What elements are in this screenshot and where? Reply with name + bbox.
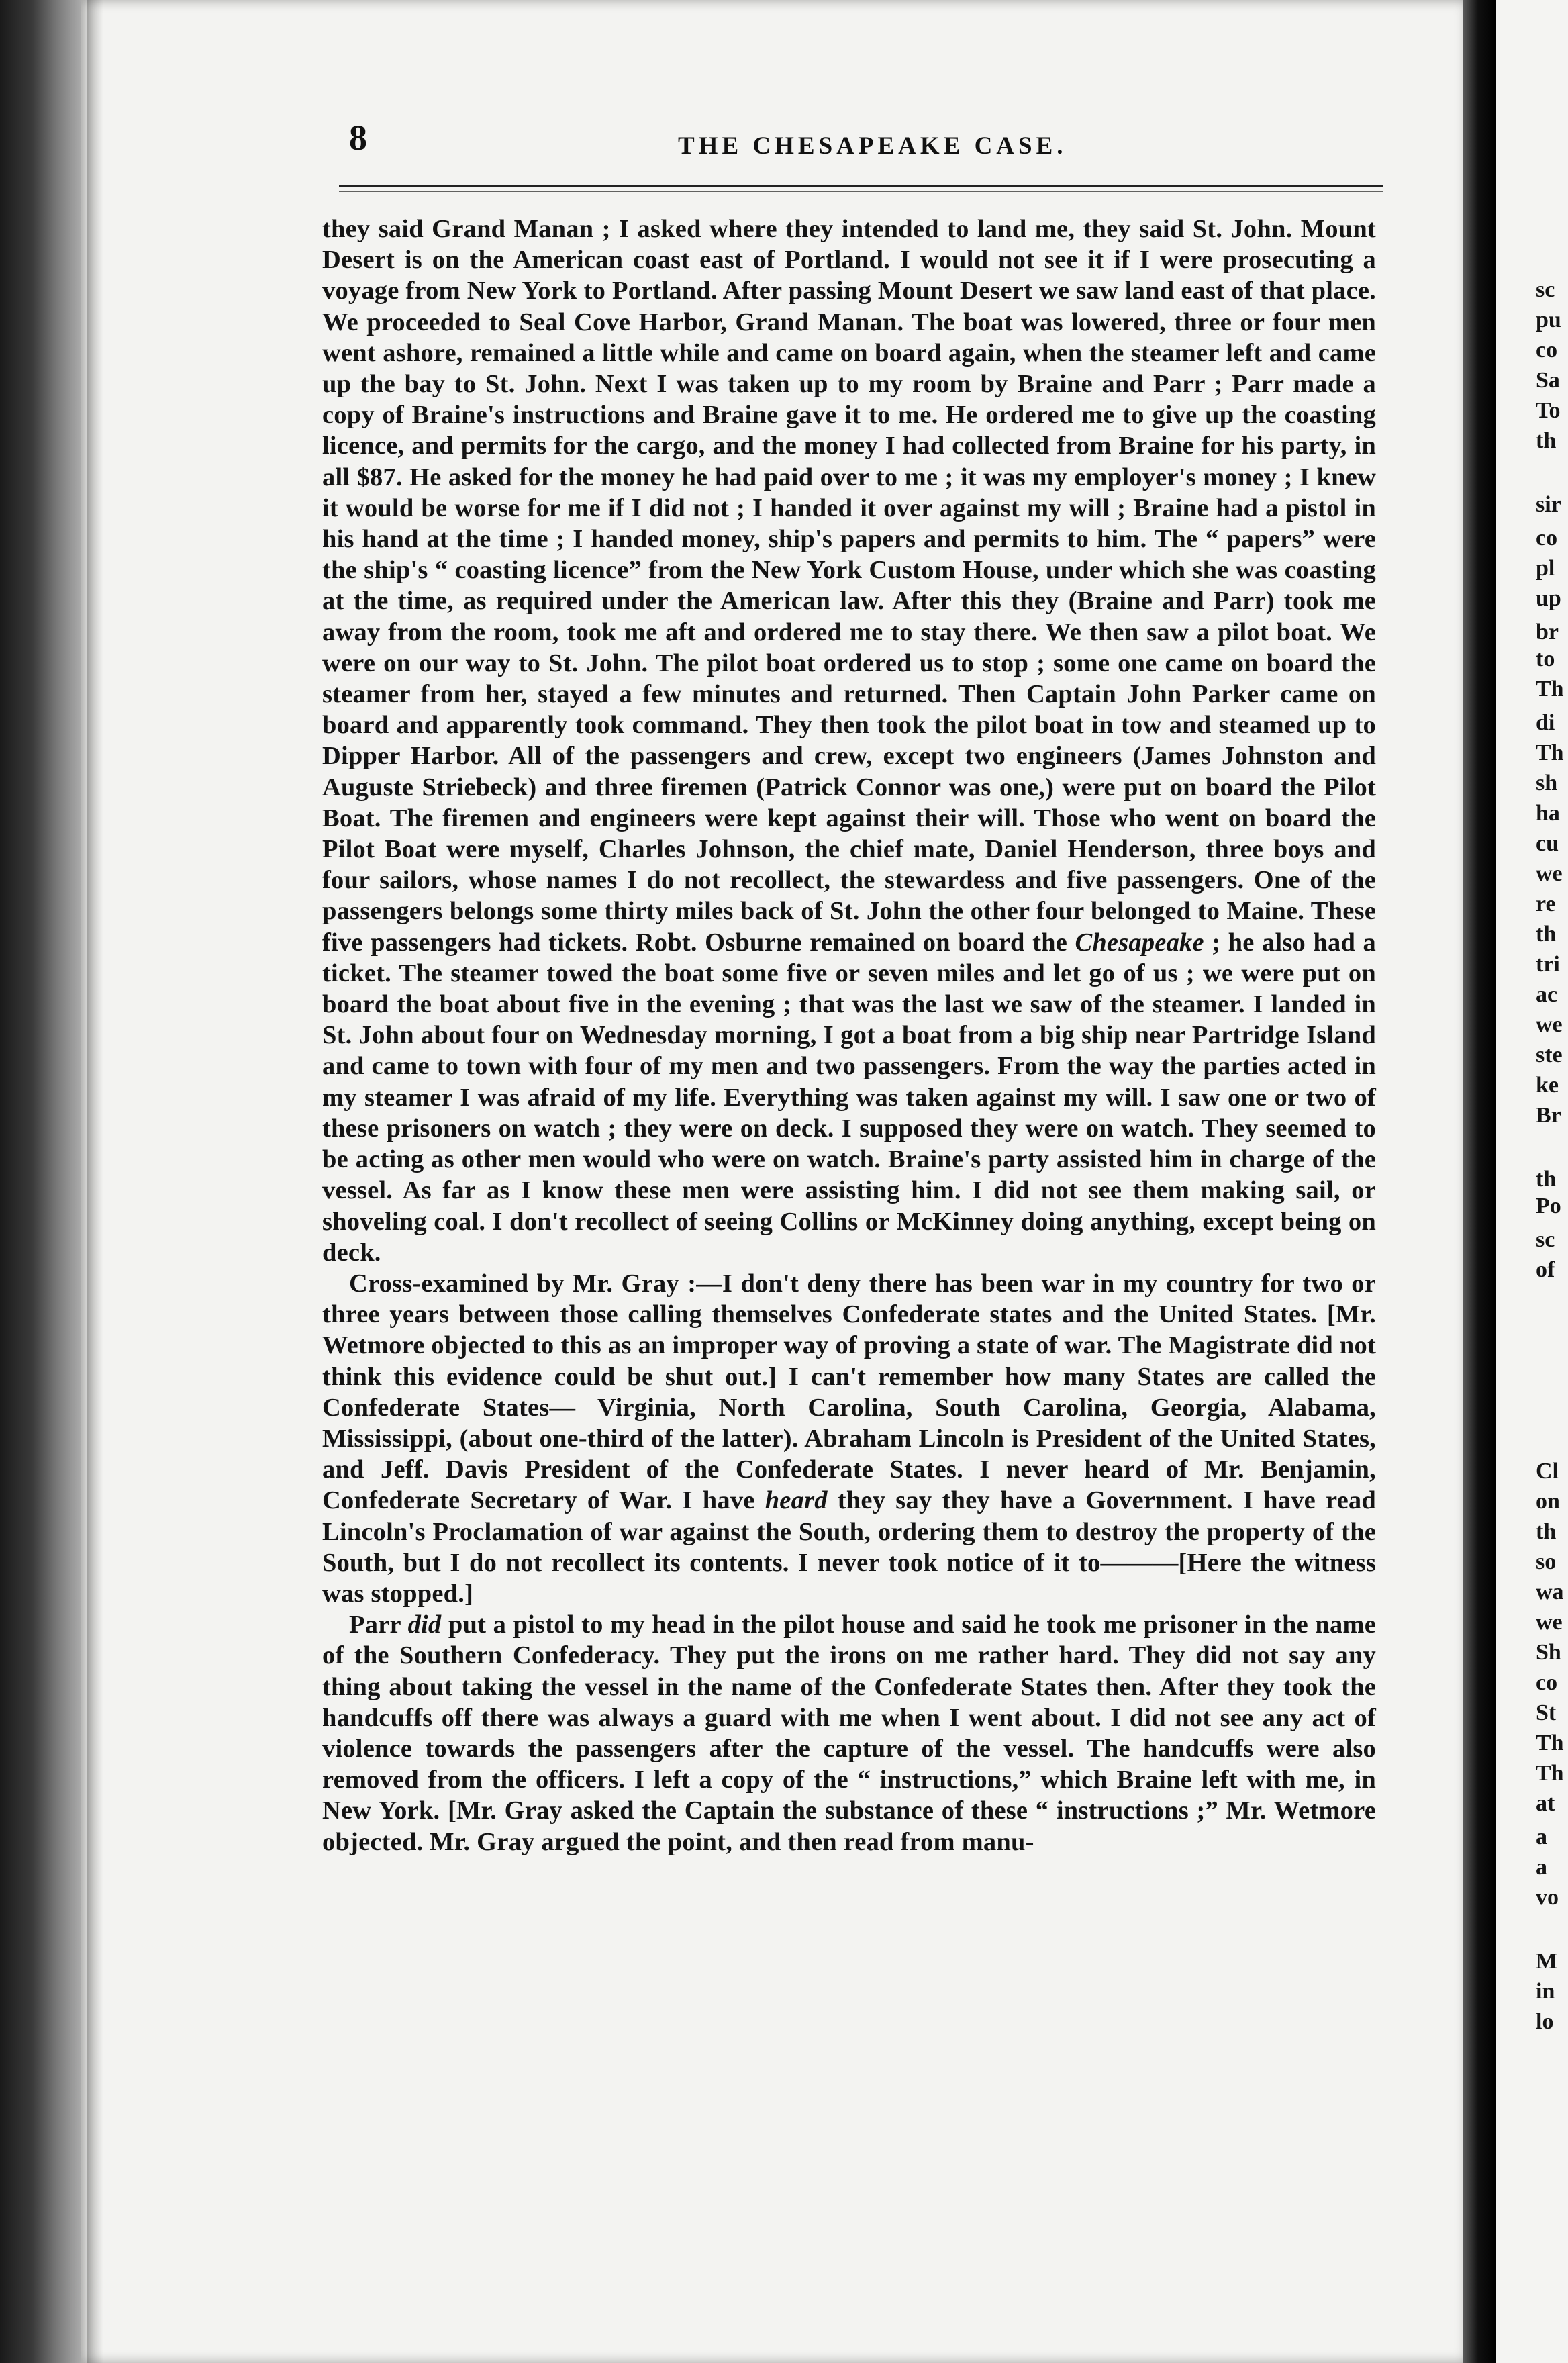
adjacent-page-fragment: co (1536, 1670, 1558, 1695)
adjacent-page-fragment: at (1536, 1791, 1555, 1816)
adjacent-page-fragment: Po (1536, 1194, 1561, 1218)
book-binding-edge (0, 0, 81, 2363)
page-gutter (1463, 0, 1496, 2363)
adjacent-page-fragment: wa (1536, 1580, 1564, 1604)
adjacent-page-fragment: sir (1536, 492, 1561, 517)
paragraph-text: they said Grand Manan ; I asked where they intended to land me, they said St. John. Mount Desert is on the American coast east of Portland. I would not see it if I were prosecuting a voyage from New York to Portland. After passing Mount Desert we saw land east of that place. We proceeded to Seal Cove Harbor, Grand Manan. The boat was lowered, three or four men went ashore, remained a little while and came on board again, when the steamer left and came up the bay to St. John. Next I was taken up to my room by Braine and Parr ; Parr made a copy of Braine's instructions and Braine gave it to me. He ordered me to give up the coasting licence, and permits for the cargo, and the money I had collected from Braine for his party, in all $87. He asked for the money he had paid over to me ; it was my employer's money ; I knew it would be worse for me if I did not ; I handed it over against my will ; Braine had a pistol in his hand at the time ; I handed money, ship's papers and permits to him. The “ papers” were the ship's “ coasting licence” from the New York Custom House, under which she was coasting at the time, as required under the American law. After this they (Braine and Parr) took me away from the room, took me aft and ordered me to stay there. We then saw a pilot boat. We were on our way to St. John. The pilot boat ordered us to stop ; some one came on board the steamer from her, stayed a few minutes and returned. Then Captain John Parker came on board and apparently took command. They then took the pilot boat in tow and steamed up to Dipper Harbor. All of the passengers and crew, except two engineers (James Johnston and Auguste Striebeck) and three firemen (Patrick Connor was one,) were put on board the Pilot Boat. The firemen and engineers were kept against their will. Those who went on board the Pilot Boat were myself, Charles Johnson, the chief mate, Daniel Henderson, three boys and four sailors, whose names I do not recollect, the stewardess and five passengers. One of the passengers belongs some thirty miles back of St. John the other four belonged to Maine. These five passengers had tickets. Robt. Osburne remained on board the (322, 215, 1376, 957)
adjacent-page-fragment: re (1536, 891, 1556, 916)
adjacent-page-fragment: St (1536, 1700, 1557, 1725)
page-number: 8 (349, 117, 367, 158)
adjacent-page-fragment: we (1536, 861, 1563, 886)
adjacent-page-fragment: di (1536, 710, 1555, 735)
adjacent-page-fragment: ac (1536, 982, 1558, 1007)
adjacent-page-fragment: ke (1536, 1073, 1559, 1098)
adjacent-page-fragment: so (1536, 1549, 1557, 1574)
body-text (322, 213, 1376, 1858)
adjacent-page-fragment: a (1536, 1825, 1547, 1849)
adjacent-page-fragment: a (1536, 1855, 1547, 1880)
paragraph-text: Parr (349, 1610, 401, 1639)
adjacent-page-fragment: Sh (1536, 1640, 1561, 1665)
adjacent-page-fragment: we (1536, 1012, 1563, 1037)
testimony-paragraph (322, 213, 1376, 1268)
paragraph-text: Cross-examined by Mr. Gray :—I don't deny there has been war in my country for two or three years between those calling themselves Confederate states and the United States. [Mr. Wetmore objected to this as an improper way of proving a state of war. The Magistrate did not think this evidence could be shut out.] I can't remember how many States are called the Confederate States— Virginia, North Carolina, South Carolina, Georgia, Alabama, Mississippi, (about one-third of the latter). Abraham Lincoln is President of the United States, and Jeff. Davis President of the Confederate States. I never heard of Mr. Benjamin, Confederate Secretary of War. I have (322, 1269, 1376, 1515)
adjacent-page-fragment: Sa (1536, 368, 1560, 393)
adjacent-page-fragment: co (1536, 338, 1558, 363)
adjacent-page-fragment: lo (1536, 2009, 1554, 2034)
adjacent-page-fragment: th (1536, 922, 1557, 947)
adjacent-page-fragment: on (1536, 1489, 1560, 1514)
adjacent-page-fragment: cu (1536, 831, 1559, 856)
adjacent-page-fragment: ste (1536, 1043, 1563, 1067)
adjacent-page-fragment: sc (1536, 1227, 1555, 1252)
adjacent-page-fragment: ha (1536, 801, 1560, 826)
adjacent-page-fragment: To (1536, 398, 1561, 423)
adjacent-page-fragment: Th (1536, 1761, 1564, 1786)
adjacent-page-fragment: th (1536, 428, 1557, 453)
adjacent-page-fragment: Cl (1536, 1459, 1559, 1484)
adjacent-page-fragment: sc (1536, 277, 1555, 302)
emphasis-word: heard (765, 1486, 828, 1515)
adjacent-page-fragment: Th (1536, 677, 1564, 702)
emphasis-word: did (407, 1610, 442, 1639)
page-fold-shadow (87, 0, 103, 2363)
adjacent-page-fragment: tri (1536, 952, 1560, 977)
header-rule-secondary (339, 191, 1383, 192)
adjacent-page-fragment: co (1536, 526, 1558, 550)
paragraph-text: they say they have a Government. I have read Lincoln's Proclamation of war against the South, ordering them to destroy the property of the South, but I do not recollect its contents. I never took notice of it to———[Here the witness was stopped.] (322, 1486, 1376, 1608)
paragraph-text: ; he also had a ticket. The steamer towed the boat some five or seven miles and let go of us ; we were put on board the boat about five in the evening ; that was the last we saw of the steamer. I landed in St. John about four on Wednesday morning, I got a boat from a big ship near Partridge Island and came to town with four of my men and two passengers. From the way the parties acted in my steamer I was afraid of my life. Everything was taken against my will. I saw one or two of these prisoners on watch ; they were on deck. I supposed they were on watch. They seemed to be acting as other men would who were on watch. Braine's party assisted him in charge of the vessel. As far as I know these men were assisting him. I did not see them making sail, or shoveling coal. I don't recollect of seeing Collins or McKinney doing anything, except being on deck. (322, 928, 1376, 1267)
ship-name: Chesapeake (1075, 928, 1204, 957)
adjacent-page-fragment: Br (1536, 1103, 1561, 1128)
adjacent-page-fragment: pl (1536, 556, 1555, 581)
adjacent-page-fragment: Th (1536, 1731, 1564, 1755)
running-title: THE CHESAPEAKE CASE. (678, 132, 1067, 160)
adjacent-page-fragment: br (1536, 620, 1559, 644)
cross-examination-paragraph (322, 1268, 1376, 1609)
adjacent-page-fragment: sh (1536, 771, 1558, 795)
adjacent-page-fragment: we (1536, 1610, 1563, 1635)
header-rule (339, 185, 1383, 187)
adjacent-page-fragment: th (1536, 1519, 1557, 1544)
testimony-paragraph (322, 1609, 1376, 1858)
adjacent-page-fragment: M (1536, 1949, 1558, 1974)
adjacent-page-fragment: pu (1536, 307, 1561, 332)
adjacent-page-fragment: up (1536, 586, 1561, 611)
adjacent-page-fragment: vo (1536, 1885, 1559, 1910)
adjacent-page-fragment: of (1536, 1257, 1555, 1282)
adjacent-page-fragment: th (1536, 1167, 1557, 1192)
adjacent-page-fragment: in (1536, 1979, 1555, 2004)
paragraph-text: put a pistol to my head in the pilot house and said he took me prisoner in the name of the Southern Confederacy. They put the irons on me rather hard. They did not say any thing about taking the vessel in the name of the Confederate States then. After they took the handcuffs off there was always a guard with me when I went about. I did not see any act of violence towards the passengers after the capture of the vessel. The handcuffs were also removed from the officers. I left a copy of the “ instructions,” which Braine left with me, in New York. [Mr. Gray asked the Captain the substance of these “ instructions ;” Mr. Wetmore objected. Mr. Gray argued the point, and then read from manu- (322, 1610, 1376, 1856)
adjacent-page-fragment: to (1536, 646, 1555, 671)
adjacent-page-fragment: Th (1536, 740, 1564, 765)
adjacent-page-edge (1496, 0, 1568, 2363)
